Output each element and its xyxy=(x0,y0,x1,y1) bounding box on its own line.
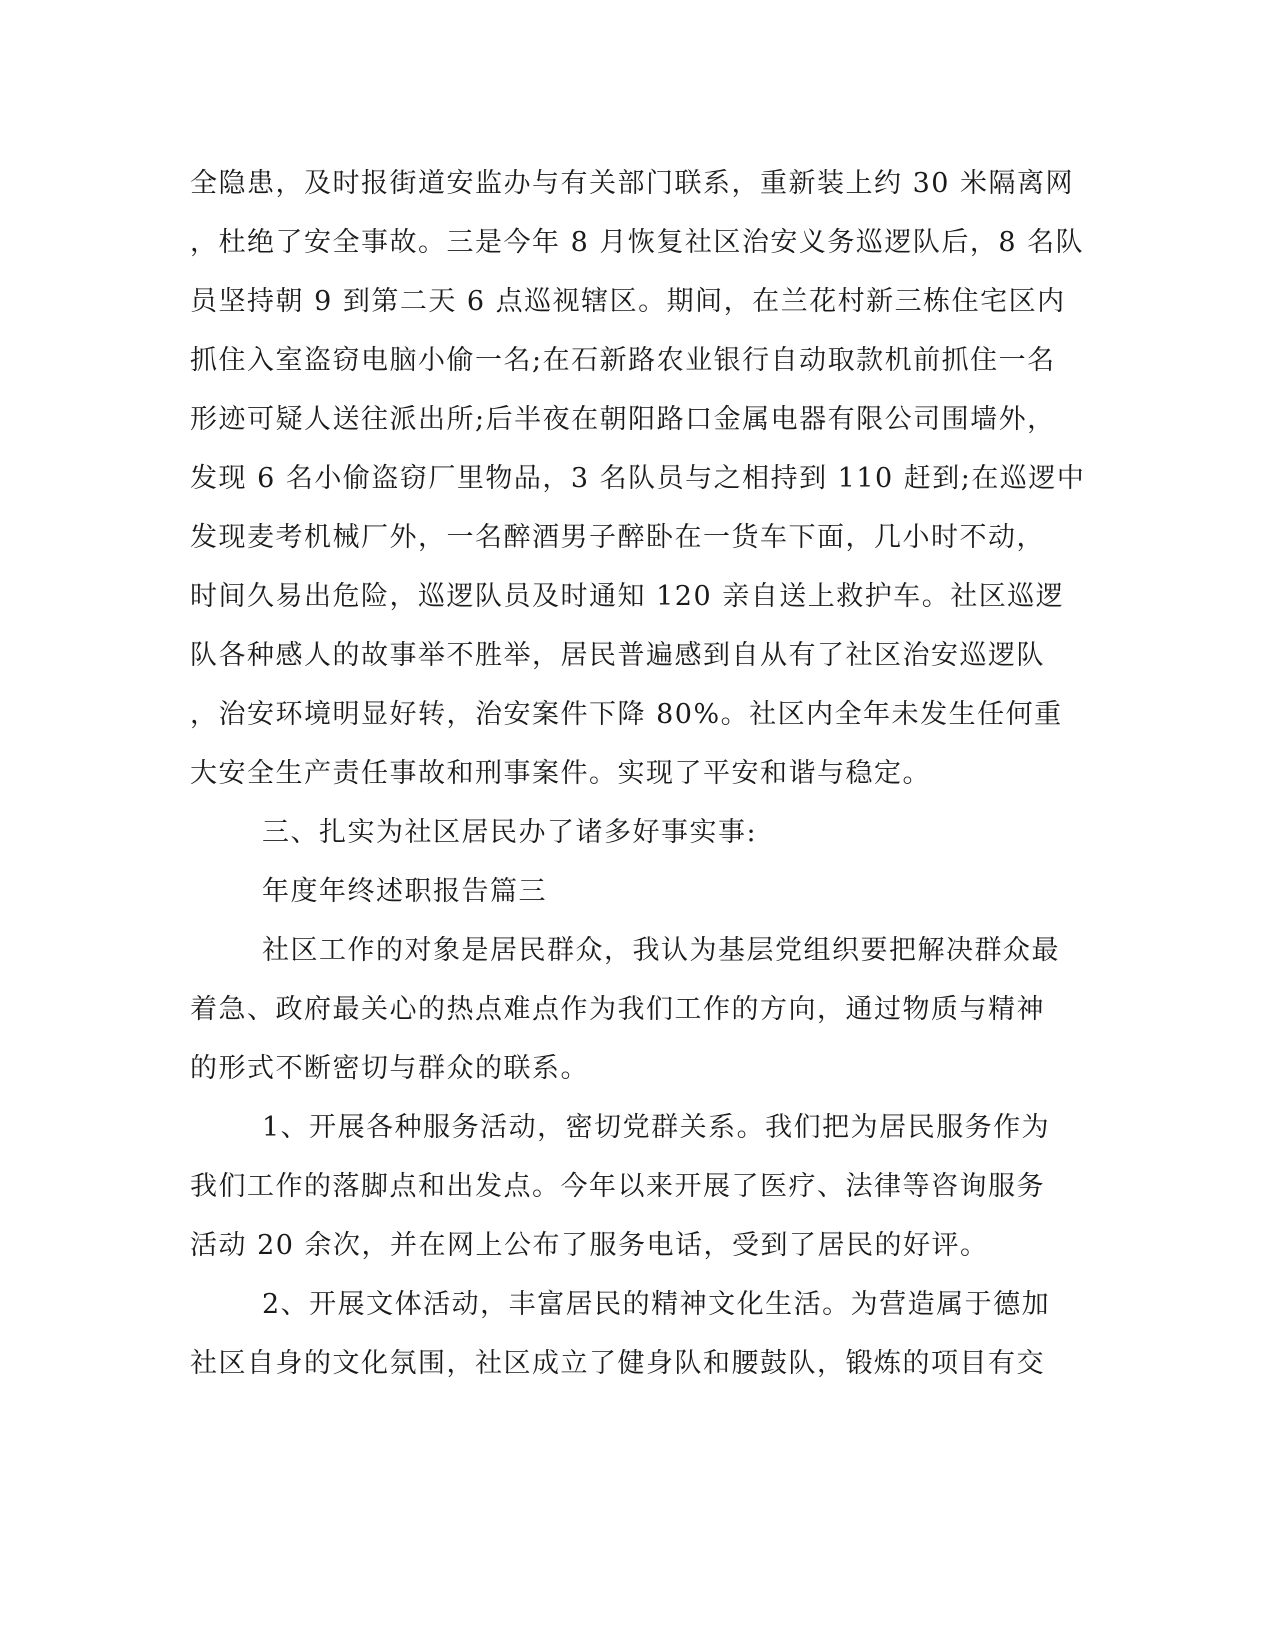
text-line: 大安全生产责任事故和刑事案件。实现了平安和谐与稳定。 xyxy=(190,758,931,789)
report-title: 年度年终述职报告篇三 xyxy=(262,876,547,907)
paragraph-start: 社区工作的对象是居民群众，我认为基层党组织要把解决群众最 xyxy=(262,935,1060,966)
text-line: 社区自身的文化氛围，社区成立了健身队和腰鼓队，锻炼的项目有交 xyxy=(190,1348,1045,1379)
text-line: ，杜绝了安全事故。三是今年 8 月恢复社区治安义务巡逻队后，8 名队 xyxy=(190,227,1085,258)
text-line: 的形式不断密切与群众的联系。 xyxy=(190,1053,589,1084)
text-line: 着急、政府最关心的热点难点作为我们工作的方向，通过物质与精神 xyxy=(190,994,1045,1025)
text-line: 形迹可疑人送往派出所;后半夜在朝阳路口金属电器有限公司围墙外， xyxy=(190,404,1056,435)
text-line: 全隐患，及时报街道安监办与有关部门联系，重新装上约 30 米隔离网 xyxy=(190,168,1075,199)
text-line: 员坚持朝 9 到第二天 6 点巡视辖区。期间，在兰花村新三栋住宅区内 xyxy=(190,286,1066,317)
text-line: 我们工作的落脚点和出发点。今年以来开展了医疗、法律等咨询服务 xyxy=(190,1171,1045,1202)
list-item-2: 2、开展文体活动，丰富居民的精神文化生活。为营造属于德加 xyxy=(262,1289,1051,1320)
section-heading: 三、扎实为社区居民办了诸多好事实事: xyxy=(262,817,758,848)
text-line: 队各种感人的故事举不胜举，居民普遍感到自从有了社区治安巡逻队 xyxy=(190,640,1045,671)
text-line: ，治安环境明显好转，治安案件下降 80%。社区内全年未发生任何重 xyxy=(190,699,1063,730)
text-line: 发现麦考机械厂外，一名醉酒男子醉卧在一货车下面，几小时不动， xyxy=(190,522,1045,553)
text-line: 活动 20 余次，并在网上公布了服务电话，受到了居民的好评。 xyxy=(190,1230,989,1261)
text-line: 抓住入室盗窃电脑小偷一名;在石新路农业银行自动取款机前抓住一名 xyxy=(190,345,1056,376)
text-line: 发现 6 名小偷盗窃厂里物品，3 名队员与之相持到 110 赶到;在巡逻中 xyxy=(190,463,1086,494)
text-line: 时间久易出危险，巡逻队员及时通知 120 亲自送上救护车。社区巡逻 xyxy=(190,581,1065,612)
list-item-1: 1、开展各种服务活动，密切党群关系。我们把为居民服务作为 xyxy=(262,1112,1051,1143)
